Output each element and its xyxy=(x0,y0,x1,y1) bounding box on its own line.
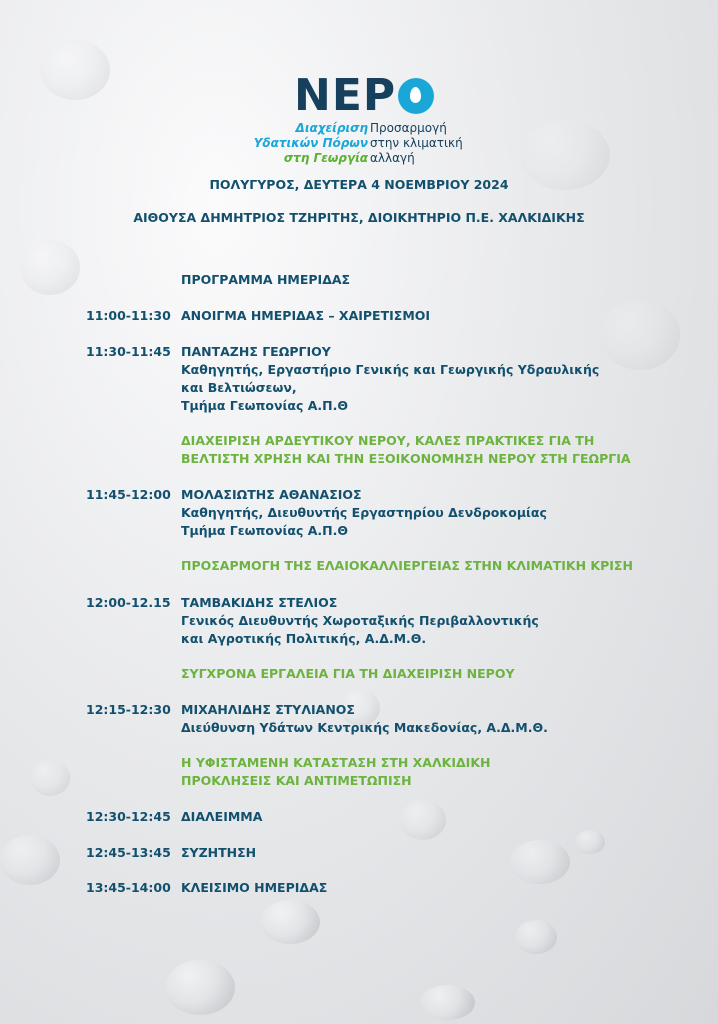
location-date: ΠΟΛΥΓΥΡΟΣ, ΔΕΥΤΕΡΑ 4 ΝΟΕΜΒΡΙΟΥ 2024 xyxy=(209,177,509,192)
talk-topic: ΠΡΟΚΛΗΣΕΙΣ ΚΑΙ ΑΝΤΙΜΕΤΩΠΙΣΗ xyxy=(181,773,412,788)
talk-topic: ΒΕΛΤΙΣΤΗ ΧΡΗΣΗ ΚΑΙ ΤΗΝ ΕΞΟΙΚΟΝΟΜΗΣΗ ΝΕΡΟΥ ΣΤΗ ΓΕΩΡΓΙΑ xyxy=(181,451,631,466)
item-time: 11:00-11:30 xyxy=(86,308,171,323)
item-name: ΚΛΕΙΣΙΜΟ ΗΜΕΡΙΔΑΣ xyxy=(181,880,328,895)
speaker-name: ΜΙΧΑΗΛΙΔΗΣ ΣΤΥΛΙΑΝΟΣ xyxy=(181,702,355,717)
tagline-right-3: αλλαγή xyxy=(370,151,415,165)
item-time: 12:45-13:45 xyxy=(86,845,171,860)
item-time: 12:30-12:45 xyxy=(86,809,171,824)
item-name: ΔΙΑΛΕΙΜΜΑ xyxy=(181,809,263,824)
speaker-detail: Γενικός Διευθυντής Χωροταξικής Περιβαλλοντικής xyxy=(181,613,539,628)
logo-wordmark: ΝΕΡ xyxy=(294,70,397,121)
speaker-detail: Καθηγητής, Διευθυντής Εργαστηρίου Δενδροκομίας xyxy=(181,505,547,520)
speaker-detail: Τμήμα Γεωπονίας Α.Π.Θ xyxy=(181,523,349,538)
tagline-right-1: Προσαρμογή xyxy=(370,121,447,135)
talk-topic: Η ΥΦΙΣΤΑΜΕΝΗ ΚΑΤΑΣΤΑΣΗ ΣΤΗ ΧΑΛΚΙΔΙΚΗ xyxy=(181,755,491,770)
speaker-detail: Καθηγητής, Εργαστήριο Γενικής και Γεωργικής Υδραυλικής xyxy=(181,362,600,377)
tagline-left-2: Υδατικών Πόρων xyxy=(253,136,368,150)
venue: ΑΙΘΟΥΣΑ ΔΗΜΗΤΡΙΟΣ ΤΖΗΡΙΤΗΣ, ΔΙΟΙΚΗΤΗΡΙΟ Π.Ε. ΧΑΛΚΙΔΙΚΗΣ xyxy=(133,210,585,225)
speaker-detail: και Βελτιώσεων, xyxy=(181,380,297,395)
water-drop-icon xyxy=(398,78,434,114)
item-time: 11:30-11:45 xyxy=(86,344,171,359)
item-name: ΣΥΖΗΤΗΣΗ xyxy=(181,845,257,860)
talk-topic: ΔΙΑΧΕΙΡΙΣΗ ΑΡΔΕΥΤΙΚΟΥ ΝΕΡΟΥ, ΚΑΛΕΣ ΠΡΑΚΤΙΚΕΣ ΓΙΑ ΤΗ xyxy=(181,433,595,448)
item-time: 13:45-14:00 xyxy=(86,880,171,895)
item-time: 12:00-12.15 xyxy=(86,595,171,610)
speaker-detail: Τμήμα Γεωπονίας Α.Π.Θ xyxy=(181,398,349,413)
speaker-name: ΜΟΛΑΣΙΩΤΗΣ ΑΘΑΝΑΣΙΟΣ xyxy=(181,487,362,502)
speaker-name: ΠΑΝΤΑΖΗΣ ΓΕΩΡΓΙΟΥ xyxy=(181,344,331,359)
tagline-right-2: στην κλιματική xyxy=(370,136,463,150)
tagline-left-1: Διαχείριση xyxy=(295,121,368,135)
nero-logo xyxy=(294,70,474,121)
item-time: 12:15-12:30 xyxy=(86,702,171,717)
tagline-left-3: στη Γεωργία xyxy=(283,151,368,165)
speaker-name: ΤΑΜΒΑΚΙΔΗΣ ΣΤΕΛΙΟΣ xyxy=(181,595,338,610)
talk-topic: ΣΥΓΧΡΟΝΑ ΕΡΓΑΛΕΙΑ ΓΙΑ ΤΗ ΔΙΑΧΕΙΡΙΣΗ ΝΕΡΟΥ xyxy=(181,666,515,681)
item-time: 11:45-12:00 xyxy=(86,487,171,502)
talk-topic: ΠΡΟΣΑΡΜΟΓΗ ΤΗΣ ΕΛΑΙΟΚΑΛΛΙΕΡΓΕΙΑΣ ΣΤΗΝ ΚΛΙΜΑΤΙΚΗ ΚΡΙΣΗ xyxy=(181,558,633,573)
speaker-detail: και Αγροτικής Πολιτικής, Α.Δ.Μ.Θ. xyxy=(181,631,427,646)
item-name: ΑΝΟΙΓΜΑ ΗΜΕΡΙΔΑΣ – ΧΑΙΡΕΤΙΣΜΟΙ xyxy=(181,308,431,323)
program-title: ΠΡΟΓΡΑΜΜΑ ΗΜΕΡΙΔΑΣ xyxy=(181,272,351,287)
speaker-detail: Διεύθυνση Υδάτων Κεντρικής Μακεδονίας, Α.Δ.Μ.Θ. xyxy=(181,720,548,735)
